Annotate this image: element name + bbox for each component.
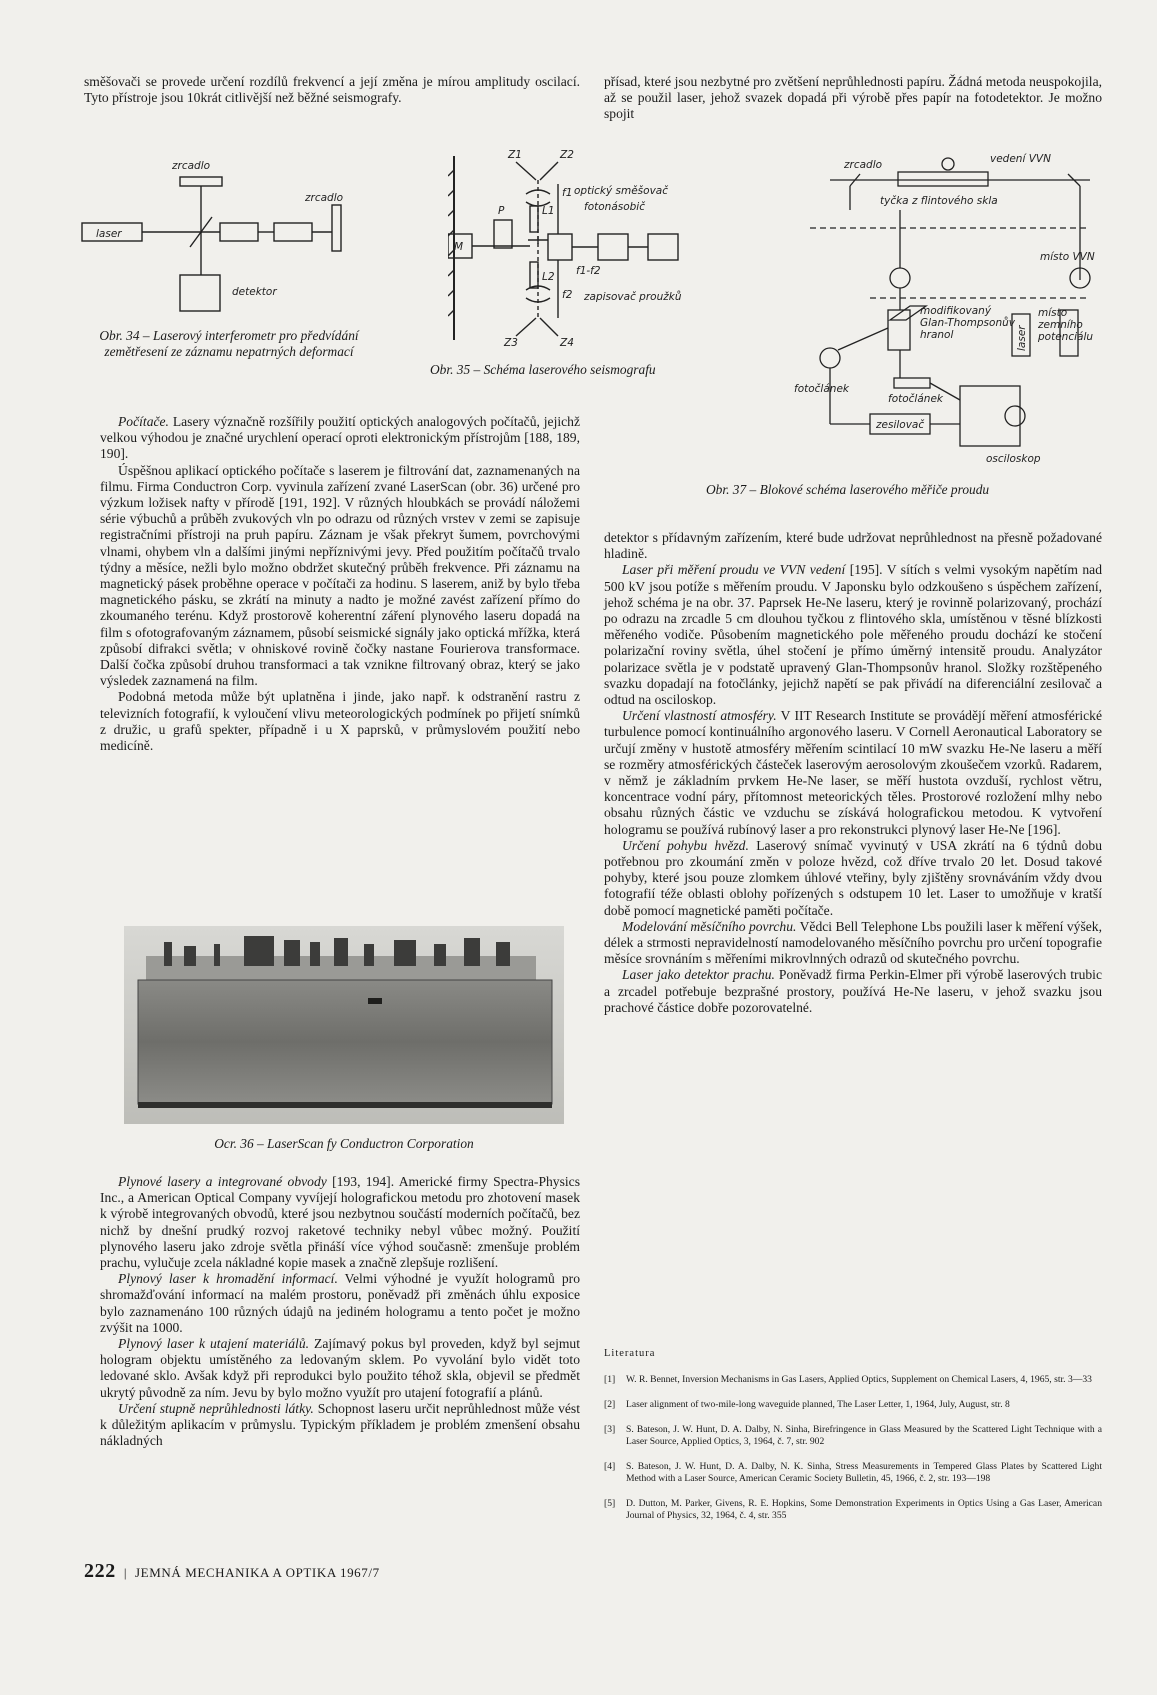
right-top-paragraph: přísad, které jsou nezbytné pro zvětšení neprůhlednosti papíru. Žádná metoda neuspokojila, až se použil laser, jehož svazek dopadá při výrobě přes papír na fotodetektor. Je možno spojit <box>604 74 1102 122</box>
fig37-label-fotoclanek-2: fotočlánek <box>888 393 943 405</box>
fig37-label-vedeni-vvn: vedení VVN <box>990 153 1051 165</box>
fig35-label-opticky-smesovac: optický směšovač <box>574 185 669 197</box>
fig37-label-zesilovac: zesilovač <box>876 419 925 431</box>
fig37-label-glan: Glan-Thompsonův <box>920 317 1015 329</box>
fig37-label-laser: laser <box>1016 325 1028 351</box>
fig37-label-zemniho: zemního <box>1038 319 1083 331</box>
fig37-label-zrcadlo: zrcadlo <box>844 159 883 171</box>
fig34-label-laser: laser <box>96 228 122 240</box>
fig37-label-potencialu: potenciálu <box>1038 331 1094 343</box>
reference-item: [1] W. R. Bennet, Inversion Mechanisms in Gas Lasers, Applied Optics, Supplement on Chemical Lasers, 4, 1965, str. 3—33 <box>604 1374 1092 1385</box>
fig37-label-hranol: hranol <box>920 329 954 341</box>
fig35-label-fotonasobic: fotonásobič <box>584 201 646 213</box>
fig35-label-p: P <box>498 205 505 217</box>
figure-34-caption: Obr. 34 – Laserový interferometr pro předvídání zemětřesení ze záznamu nepatrných deformací <box>99 328 359 359</box>
fig34-label-zrcadlo-1: zrcadlo <box>172 160 211 172</box>
fig35-label-z1: Z1 <box>508 150 522 161</box>
fig35-label-z4: Z4 <box>560 337 574 349</box>
fig37-label-fotoclanek-1: fotočlánek <box>794 383 849 395</box>
left-column-body-2: Plynové lasery a integrované obvody [193, 194]. Americké firmy Spectra-Physics Inc., a American Optical Company vyvíjejí holografickou metodu pro zhotovení masek k výrobě integrovaných obvodů, které jsou nezbytnou součástí moderních počítačů, bez nichž by dnešní prudký rozvoj raketové techniky nebyl vůbec možný. Použití plynového laseru jako zdroje světla přináší více výhod současně: zmenšuje problém prachu, vylučuje zcela nákladné kopie masek a značně zlepšuje rozlišení. Plynový laser k hromadění informací. Velmi výhodné je využít hologramů pro shromažďování informací na malém prostoru, poněvadž při změnách úhlu exposice bylo zaznamenáno 100 různých údajů na jediném hologramu a tento počet je možno zvýšit na 1000. Plynový laser k utajení materiálů. Zajímavý pokus byl proveden, když byl sejmut hologram objektu umístěného za ledovaným sklem. Po vyvolání bylo vidět toto ledované sklo. Avšak když při reprodukci bylo použito téhož skla, objevil se předmět ukrytý původně za ním. Jevu by bylo možno využít pro utajení fotografií a plánů. Určení stupně neprůhlednosti látky. Schopnost laseru určit neprůhlednost může vést k důležitým aplikacím v průmyslu. Typickým příkladem je problém zmenšení obsahu nákladných <box>100 1174 581 1449</box>
fig35-label-f1-f2: f1-f2 <box>576 265 601 277</box>
left-top-paragraph: směšovači se provede určení rozdílů frekvencí a její změna je mírou amplitudy oscilací. Tyto přístroje jsou 10krát citlivější než běžné seismografy. <box>84 74 580 106</box>
figure-36-photo <box>124 926 564 1124</box>
fig35-label-z3: Z3 <box>504 337 518 349</box>
figure-37-caption: Obr. 37 – Blokové schéma laserového měřiče proudu <box>706 482 990 497</box>
references <box>604 1348 1102 1535</box>
journal-name: JEMNÁ MECHANIKA A OPTIKA 1967/7 <box>135 1565 380 1580</box>
figure-34-diagram <box>80 155 390 325</box>
fig35-label-l2: L2 <box>542 271 555 283</box>
fig37-label-modifikovany: modifikovaný <box>920 305 992 317</box>
figure-35-diagram <box>448 150 748 350</box>
reference-item: [4] S. Bateson, J. W. Hunt, D. A. Dalby, N. K. Sinha, Stress Measurements in Tempered Glass Plates by Scattered Light Method with a Laser Source, American Ceramic Society Bulletin, 45, 1966, č. 2, str. 193—198 <box>604 1461 1102 1484</box>
figure-36-caption: Ocr. 36 – LaserScan fy Conductron Corporation <box>214 1136 474 1151</box>
figure-37-diagram <box>790 150 1110 468</box>
page-footer: 222 | JEMNÁ MECHANIKA A OPTIKA 1967/7 <box>84 1560 380 1582</box>
fig35-label-z2: Z2 <box>560 150 574 161</box>
figure-35-caption: Obr. 35 – Schéma laserového seismografu <box>430 362 656 377</box>
fig37-label-misto: místo <box>1038 307 1068 319</box>
right-column-body: detektor s přídavným zařízením, které bude udržovat neprůhlednost na přesně požadované hladině. Laser při měření proudu ve VVN vedení [195]. V sítích s velmi vysokým napětím nad 500 kV jsou potíže s měřením proudu. V Japonsku bylo odzkoušeno s úspěchem zařízení, jehož schéma je na obr. 37. Paprsek He-Ne laseru, který je rovinně polarizovaný, prochází po odrazu na zrcadle 5 cm dlouhou tyčkou z flintového skla, umístěnou v těsné blízkosti měřeného vodiče. Působením magnetického pole měřeného proudu dochází ke stočení polarizační roviny světla, úhel stočení je přímo úměrný intensitě proudu. Analyzátor polarizace světla je v podstatě upravený Glan-Thompsonův hranol. Složky rozštěpeného svazku dopadají na fotočlánky, jejichž napětí se pak přivádí na diferenciální zesilovač a odtud na osciloskop. Určení vlastností atmosféry. V IIT Research Institute se provádějí měření atmosférické turbulence pomocí kontinuálního argonového laseru. V Cornell Aeronautical Laboratory se určují změny v hustotě atmosféry měřením scintilací 10 mW svazku He-Ne laseru a měří se rozměry atmosférických částeček laserovým aerosolovým zkoušečem vzorků. Radarem, v němž je základním prvkem He-Ne laser, se měří hustota ovzduší, rychlost větru, koncentrace vodní páry, přítomnost meteorických těles. Prostorové rozložení mlhy nebo obsahu různých částic ve vzduchu se získává holografickou metodou. K vytvoření hologramu se používá rubínový laser a pro rekonstrukci plynový laser He-Ne [196]. Určení pohybu hvězd. Laserový snímač vyvinutý v USA zkrátí na 6 týdnů dobu potřebnou pro zkoumání změn v poloze hvězd, což dříve trvalo 20 let. Dosud takové pohyby, které jsou pouze zlomkem úhlové vteřiny, byly zjištěny srovnáváním vždy dvou fotografií téže oblasti oblohy pořízených s odstupem 10 let. Laser to umožňuje v kratší době pomocí magnetické paměti počítače. Modelování měsíčního povrchu. Vědci Bell Telephone Lbs použili laser k měření výšek, délek a strmosti nepravidelností namodelovaného měsíčního povrchu pro určení topografie měsíce srovnáním s měřeními mikrovlnných odrazů od skutečného povrchu. Laser jako detektor prachu. Poněvadž firma Perkin-Elmer při výrobě laserových trubic a zrcadel potřebuje bezprašné prostory, používá He-Ne laseru, v jehož svazku jsou prachové částice dobře pozorovatelné. <box>604 530 1103 1015</box>
references-heading: Literatura <box>604 1348 656 1359</box>
fig35-label-f2: f2 <box>562 289 573 301</box>
reference-item: [2] Laser alignment of two-mile-long waveguide planned, The Laser Letter, 1, 1964, July, August, str. 8 <box>604 1399 1010 1410</box>
left-column-body: Počítače. Lasery význačně rozšířily použití optických analogových počítačů, jejichž velkou výhodou je značné urychlení operací oproti elektronickým přístrojům [188, 189, 190]. Úspěšnou aplikací optického počítače s laserem je filtrování dat, zaznamenaných na filmu. Firma Conductron Corp. vyvinula zařízení zvané LaserScan (obr. 36) určené pro výzkum ložisek nafty v přírodě [191, 192]. V různých hloubkách se provádí náložemi série výbuchů a průběh zvukových vln po odrazu od různých vrstev v zemi se zapisuje registračními přístroji na pruh papíru. Záznam je však překryt šumem, povrchovými vlnami, ohybem vln a dalšími jinými nepříznivými jevy. Před použitím počítačů trvalo týdny a měsíce, nežli bylo možno obdržet skutečný průběh frekvence. Při záznamu na magnetický pásek proběhne operace v počítači za hodinu. S laserem, aniž by bylo třeba magnetického pásku, se zkrátí na minuty a nadto je možné zavést zařízení přímo do zkoumaného terénu. Když prostorově koherentní záření plynového laseru dopadá na film s ofotografovaným záznamem, působí seismické signály jako optická mřížka, která způsobí difrakci světla; v ohniskové rovině čočky nastane Fourierova transformace. Další čočka způsobí druhou transformaci a tak vznikne filtrovaný obraz, který se jako výsledek zaznamená na film. Podobná metoda může být uplatněna i jinde, jako např. k odstranění rastru z televizních fotografií, k vyloučení vlivu meteorologických podmínek po přijetí snímků z družic, u grafů spekter, případně i u X paprsků, v průmyslovém použití nebo medicíně. <box>100 414 580 754</box>
reference-item: [5] D. Dutton, M. Parker, Givens, R. E. Hopkins, Some Demonstration Experiments in Optics Using a Gas Laser, American Journal of Physics, 32, 1964, č. 4, str. 355 <box>604 1498 1102 1521</box>
fig37-label-misto-vvn: místo VVN <box>1040 251 1095 263</box>
reference-item: [3] S. Bateson, J. W. Hunt, D. A. Dalby, N. Sinha, Birefringence in Glass Measured by the Scattered Light Technique with a Laser Source, Applied Optics, 3, 1964, č. 7, str. 902 <box>604 1424 1102 1447</box>
page-number: 222 <box>84 1560 116 1582</box>
fig34-label-detektor: detektor <box>232 286 277 298</box>
fig37-label-osciloskop: osciloskop <box>986 453 1041 465</box>
fig35-label-l1: L1 <box>542 205 555 217</box>
fig35-label-f1: f1 <box>562 187 573 199</box>
fig35-label-zapisovac: zapisovač proužků <box>584 291 682 303</box>
fig35-label-m: M <box>454 241 464 253</box>
fig34-label-zrcadlo-2: zrcadlo <box>305 192 344 204</box>
fig37-label-tycka: tyčka z flintového skla <box>880 195 998 207</box>
